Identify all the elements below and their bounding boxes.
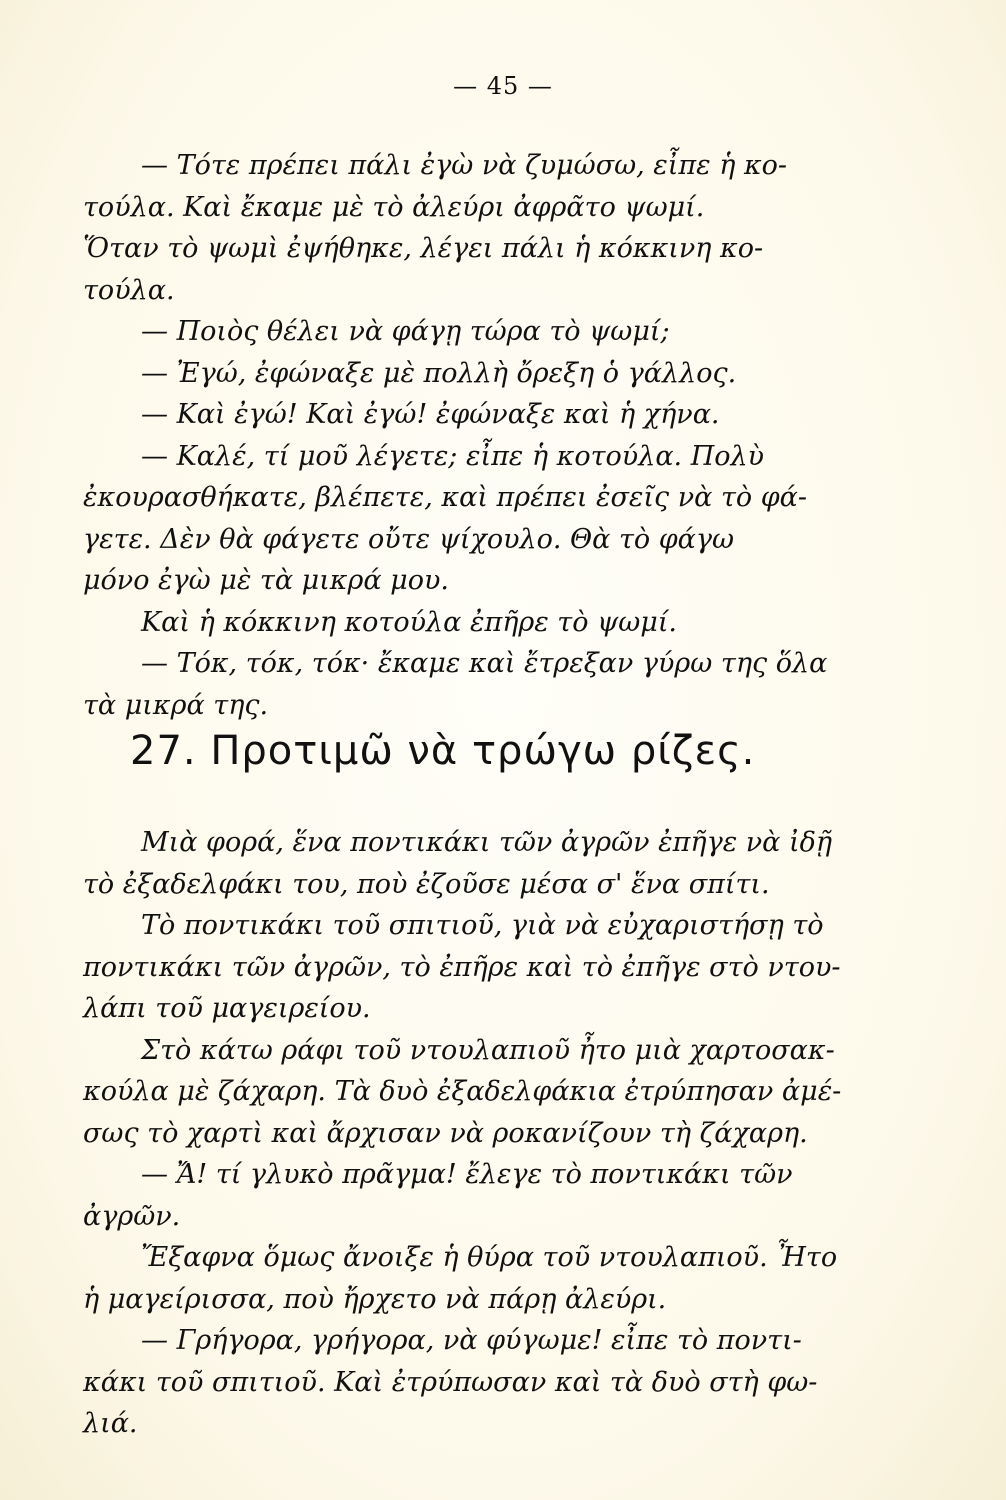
text-line: — Τόκ, τόκ, τόκ· ἔκαμε καὶ ἔτρεξαν γύρω της ὅλα	[141, 648, 828, 679]
text-line: — Ἐγώ, ἐφώναξε μὲ πολλὴ ὄρεξη ὁ γάλλος.	[141, 357, 737, 389]
text-line: Ἔξαφνα ὅμως ἄνοιξε ἡ θύρα τοῦ ντουλαπιοῦ. Ἦτο	[141, 1242, 838, 1273]
text-line: γετε. Δὲν θὰ φάγετε οὔτε ψίχουλο. Θὰ τὸ φάγω	[83, 523, 735, 555]
text-line: λιά.	[83, 1408, 138, 1439]
text-line: — Καὶ ἐγώ! Καὶ ἐγώ! ἐφώναξε καὶ ἡ χήνα.	[141, 399, 720, 430]
story-section-2	[83, 822, 853, 1445]
text-line: Μιὰ φορά, ἕνα ποντικάκι τῶν ἀγρῶν ἐπῆγε νὰ ἰδῇ	[141, 827, 833, 858]
text-line: Τὸ ποντικάκι τοῦ σπιτιοῦ, γιὰ νὰ εὐχαριστήσῃ τὸ	[141, 910, 824, 941]
text-line: ποντικάκι τῶν ἀγρῶν, τὸ ἐπῆρε καὶ τὸ ἐπῆγε στὸ ντου-	[83, 951, 841, 983]
text-line: — Γρήγορα, γρήγορα, νὰ φύγωμε! εἶπε τὸ ποντι-	[141, 1325, 802, 1356]
text-line: — Ἄ! τί γλυκὸ πρᾶγμα! ἔλεγε τὸ ποντικάκι τῶν	[141, 1159, 793, 1190]
text-line: Καὶ ἡ κόκκινη κοτούλα ἐπῆρε τὸ ψωμί.	[141, 606, 677, 638]
text-line: τούλα. Καὶ ἔκαμε μὲ τὸ ἀλεύρι ἀφρᾶτο ψωμί.	[83, 191, 705, 223]
text-line: Στὸ κάτω ράφι τοῦ ντουλαπιοῦ ἦτο μιὰ χαρτοσακ-	[141, 1034, 835, 1066]
text-line: — Καλέ, τί μοῦ λέγετε; εἶπε ἡ κοτούλα. Πολὺ	[141, 440, 765, 472]
text-line: ἐκουρασθήκατε, βλέπετε, καὶ πρέπει ἐσεῖς νὰ τὸ φά-	[83, 482, 807, 513]
chapter-heading: 27. Προτιμῶ νὰ τρώγω ρίζες.	[130, 728, 756, 774]
text-line: τὸ ἐξαδελφάκι του, ποὺ ἐζοῦσε μέσα σ' ἕνα σπίτι.	[83, 868, 770, 900]
page-number: — 45 —	[453, 72, 553, 100]
text-line: κούλα μὲ ζάχαρη. Τὰ δυὸ ἐξαδελφάκια ἐτρύπησαν ἀμέ-	[83, 1076, 842, 1107]
text-line: μόνο ἐγὼ μὲ τὰ μικρά μου.	[83, 565, 449, 596]
story-section-1	[83, 145, 853, 726]
text-line: λάπι τοῦ μαγειρείου.	[83, 993, 371, 1024]
text-line: κάκι τοῦ σπιτιοῦ. Καὶ ἐτρύπωσαν καὶ τὰ δυὸ στὴ φω-	[83, 1366, 818, 1398]
text-line: ἡ μαγείρισσα, ποὺ ἤρχετο νὰ πάρῃ ἀλεύρι.	[83, 1283, 667, 1315]
text-line: — Τότε πρέπει πάλι ἐγὼ νὰ ζυμώσω, εἶπε ἡ κο-	[141, 150, 788, 181]
text-line: τούλα.	[83, 274, 175, 306]
text-line: τὰ μικρά της.	[83, 689, 269, 721]
text-line: ἀγρῶν.	[83, 1200, 181, 1232]
text-line: Ὅταν τὸ ψωμὶ ἐψήθηκε, λέγει πάλι ἡ κόκκινη κο-	[83, 233, 764, 264]
text-line: σως τὸ χαρτὶ καὶ ἄρχισαν νὰ ροκανίζουν τὴ ζάχαρη.	[83, 1117, 808, 1149]
text-line: — Ποιὸς θέλει νὰ φάγῃ τώρα τὸ ψωμί;	[141, 316, 670, 347]
